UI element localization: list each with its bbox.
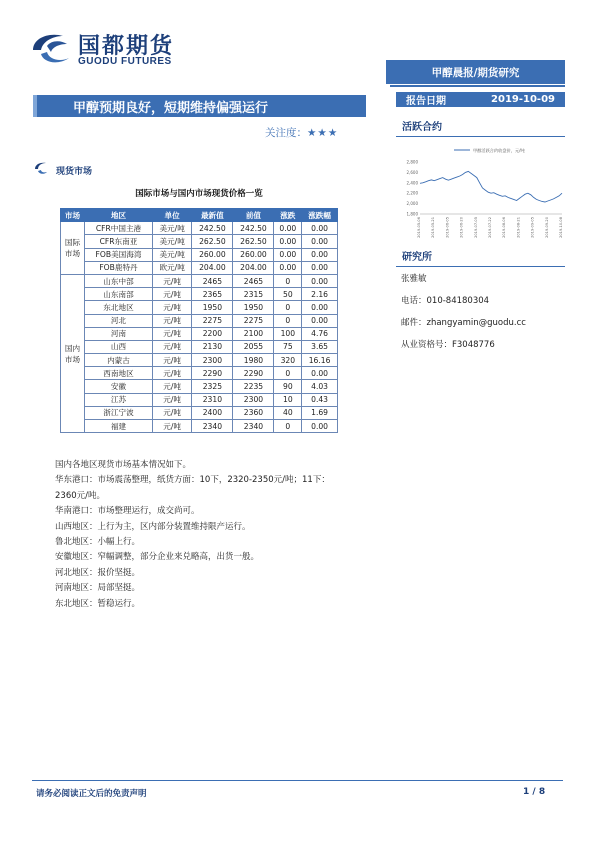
unit-cell: 元/吨 <box>152 354 191 367</box>
change-cell: 100 <box>274 327 302 340</box>
domestic-market-label: 国内市场 <box>61 274 85 432</box>
latest-cell: 2200 <box>192 327 233 340</box>
x-tick-label: 2019-08-21 <box>516 217 521 238</box>
report-date-label: 报告日期 <box>406 96 446 107</box>
previous-cell: 2235 <box>233 380 274 393</box>
region-cell: 山西 <box>85 340 153 353</box>
latest-cell: 2340 <box>192 420 233 433</box>
change-cell: 40 <box>274 406 302 419</box>
header-latest: 最新值 <box>192 209 233 222</box>
y-tick-label: 2,200 <box>406 190 418 196</box>
header-region: 地区 <box>85 209 153 222</box>
analyst-name: 张雅敏 <box>401 274 427 284</box>
unit-cell: 元/吨 <box>152 420 191 433</box>
change-cell: 0.00 <box>274 222 302 235</box>
latest-cell: 2400 <box>192 406 233 419</box>
unit-cell: 元/吨 <box>152 327 191 340</box>
tag-underline <box>390 85 565 87</box>
page-number: 1 / 8 <box>523 787 546 797</box>
region-cell: 东北地区 <box>85 301 153 314</box>
region-cell: 安徽 <box>85 380 153 393</box>
latest-cell: 2365 <box>192 288 233 301</box>
intl-market-label: 国际市场 <box>61 222 85 275</box>
active-contract-heading: 活跃合约 <box>396 118 565 137</box>
y-tick-label: 2,000 <box>406 201 418 207</box>
region-cell: 内蒙古 <box>85 354 153 367</box>
table-row <box>61 367 338 380</box>
change-pct-cell: 16.16 <box>302 354 338 367</box>
x-tick-label: 2019-09-20 <box>544 217 549 238</box>
change-pct-cell: 1.69 <box>302 406 338 419</box>
analyst-email[interactable]: 邮件：zhangyamin@guodu.cc <box>401 318 526 328</box>
change-pct-cell: 0.00 <box>302 222 338 235</box>
unit-cell: 元/吨 <box>152 380 191 393</box>
previous-cell: 1950 <box>233 301 274 314</box>
commentary-intro: 国内各地区现货市场基本情况如下。 <box>55 460 192 470</box>
table-row <box>61 274 338 287</box>
table-row <box>61 380 338 393</box>
commentary-hebei: 河北地区：报价坚挺。 <box>55 567 141 578</box>
change-pct-cell: 0.00 <box>302 235 338 248</box>
previous-cell: 1980 <box>233 354 274 367</box>
change-cell: 0 <box>274 314 302 327</box>
region-cell: FOB美国海湾 <box>85 248 153 261</box>
change-pct-cell: 0.00 <box>302 274 338 287</box>
unit-cell: 元/吨 <box>152 288 191 301</box>
y-tick-label: 2,400 <box>406 180 418 186</box>
region-cell: CFR东南亚 <box>85 235 153 248</box>
latest-cell: 242.50 <box>192 222 233 235</box>
region-cell: 福建 <box>85 420 153 433</box>
unit-cell: 元/吨 <box>152 340 191 353</box>
report-date-value: 2019-10-09 <box>491 94 555 105</box>
change-cell: 10 <box>274 393 302 406</box>
region-cell: FOB鹿特丹 <box>85 261 153 274</box>
unit-cell: 美元/吨 <box>152 222 191 235</box>
x-tick-label: 2019-05-06 <box>417 217 421 238</box>
header-change-pct: 涨跌幅 <box>302 209 338 222</box>
unit-cell: 元/吨 <box>152 301 191 314</box>
previous-cell: 2315 <box>233 288 274 301</box>
price-table-title: 国际市场与国内市场现货价格一览 <box>135 189 263 199</box>
previous-cell: 2100 <box>233 327 274 340</box>
table-row <box>61 235 338 248</box>
table-row <box>61 406 338 419</box>
footer-divider <box>32 780 563 781</box>
region-cell: 河南 <box>85 327 153 340</box>
table-row <box>61 288 338 301</box>
attention-label: 关注度： <box>265 127 307 139</box>
table-row <box>61 222 338 235</box>
change-pct-cell: 4.03 <box>302 380 338 393</box>
table-row <box>61 393 338 406</box>
disclaimer-note: 请务必阅读正文后的免责声明 <box>36 789 147 799</box>
change-pct-cell: 2.16 <box>302 288 338 301</box>
change-pct-cell: 0.00 <box>302 367 338 380</box>
unit-cell: 美元/吨 <box>152 235 191 248</box>
previous-cell: 242.50 <box>233 222 274 235</box>
change-pct-cell: 0.00 <box>302 301 338 314</box>
table-row <box>61 248 338 261</box>
previous-cell: 2275 <box>233 314 274 327</box>
region-cell: 山东中部 <box>85 274 153 287</box>
unit-cell: 元/吨 <box>152 314 191 327</box>
unit-cell: 元/吨 <box>152 393 191 406</box>
region-cell: 西南地区 <box>85 367 153 380</box>
table-row <box>61 420 338 433</box>
latest-cell: 1950 <box>192 301 233 314</box>
change-pct-cell: 0.43 <box>302 393 338 406</box>
table-row <box>61 301 338 314</box>
latest-cell: 2300 <box>192 354 233 367</box>
star-rating-icon: ★★★ <box>307 127 339 139</box>
change-pct-cell: 0.00 <box>302 248 338 261</box>
commentary-shanxi: 山西地区：上行为主，区内部分装置维持限产运行。 <box>55 521 251 532</box>
brand-name-en: GUODU FUTURES <box>78 56 172 67</box>
latest-cell: 2310 <box>192 393 233 406</box>
commentary-south-china: 华南港口：市场整理运行，成交尚可。 <box>55 506 200 517</box>
x-tick-label: 2019-09-05 <box>530 217 535 238</box>
change-pct-cell: 0.00 <box>302 420 338 433</box>
latest-cell: 260.00 <box>192 248 233 261</box>
guodu-logo-icon <box>27 28 75 68</box>
change-pct-cell: 4.76 <box>302 327 338 340</box>
latest-cell: 204.00 <box>192 261 233 274</box>
region-cell: CFR中国主港 <box>85 222 153 235</box>
latest-cell: 2130 <box>192 340 233 353</box>
change-cell: 90 <box>274 380 302 393</box>
previous-cell: 2465 <box>233 274 274 287</box>
unit-cell: 元/吨 <box>152 274 191 287</box>
report-type-tag: 甲醇晨报/期货研究 <box>386 60 565 84</box>
analyst-info <box>401 268 526 356</box>
change-cell: 0.00 <box>274 261 302 274</box>
change-cell: 0 <box>274 301 302 314</box>
price-series-line <box>420 171 562 202</box>
spot-price-table <box>60 208 338 433</box>
x-tick-label: 2019-05-21 <box>431 217 436 238</box>
y-tick-label: 1,800 <box>406 211 418 217</box>
header-unit: 单位 <box>152 209 191 222</box>
header-change: 涨跌 <box>274 209 302 222</box>
x-tick-label: 2019-10-08 <box>559 217 563 238</box>
change-cell: 50 <box>274 288 302 301</box>
change-cell: 0.00 <box>274 235 302 248</box>
x-tick-label: 2019-07-22 <box>488 217 492 238</box>
table-row <box>61 261 338 274</box>
latest-cell: 262.50 <box>192 235 233 248</box>
research-heading: 研究所 <box>396 248 565 267</box>
analyst-license: 从业资格号：F3048776 <box>401 340 495 350</box>
x-tick-label: 2019-06-20 <box>459 217 464 238</box>
commentary-anhui: 安徽地区：窄幅调整，部分企业来兑略高，出货一般。 <box>55 552 260 563</box>
unit-cell: 元/吨 <box>152 406 191 419</box>
change-cell: 0.00 <box>274 248 302 261</box>
y-tick-label: 2,600 <box>406 169 418 175</box>
unit-cell: 美元/吨 <box>152 248 191 261</box>
spot-market-heading: 现货市场 <box>56 167 93 177</box>
report-date-bar <box>396 92 565 107</box>
x-tick-label: 2019-07-05 <box>473 217 478 238</box>
market-commentary <box>55 458 350 612</box>
latest-cell: 2290 <box>192 367 233 380</box>
commentary-northeast: 东北地区：暂稳运行。 <box>55 598 141 609</box>
previous-cell: 204.00 <box>233 261 274 274</box>
table-header-row <box>61 209 338 222</box>
analyst-phone: 电话：010-84180304 <box>401 296 490 306</box>
previous-cell: 2340 <box>233 420 274 433</box>
commentary-east-china: 华东港口：市场震荡整理，纸货方面：10下，2320-2350元/吨；11下：2360元/吨。 <box>55 475 330 501</box>
report-title: 甲醇预期良好，短期维持偏强运行 <box>33 95 366 117</box>
table-row <box>61 354 338 367</box>
y-tick-label: 2,800 <box>406 159 418 165</box>
change-cell: 0 <box>274 274 302 287</box>
region-cell: 江苏 <box>85 393 153 406</box>
commentary-henan: 河南地区：局部坚挺。 <box>55 583 141 594</box>
legend-label: 甲醇活跃合约收盘价，元/吨 <box>473 148 525 153</box>
unit-cell: 欧元/吨 <box>152 261 191 274</box>
table-row <box>61 327 338 340</box>
change-pct-cell: 0.00 <box>302 314 338 327</box>
latest-cell: 2325 <box>192 380 233 393</box>
change-cell: 0 <box>274 367 302 380</box>
previous-cell: 2300 <box>233 393 274 406</box>
region-cell: 浙江宁波 <box>85 406 153 419</box>
change-pct-cell: 3.65 <box>302 340 338 353</box>
x-tick-label: 2019-06-05 <box>445 217 450 238</box>
brand-name-cn: 国都期货 <box>78 34 175 59</box>
commentary-lubei: 鲁北地区：小幅上行。 <box>55 537 141 548</box>
previous-cell: 2360 <box>233 406 274 419</box>
change-cell: 320 <box>274 354 302 367</box>
latest-cell: 2465 <box>192 274 233 287</box>
change-cell: 0 <box>274 420 302 433</box>
table-row <box>61 340 338 353</box>
latest-cell: 2275 <box>192 314 233 327</box>
previous-cell: 2055 <box>233 340 274 353</box>
unit-cell: 元/吨 <box>152 367 191 380</box>
change-cell: 75 <box>274 340 302 353</box>
header-market: 市场 <box>61 209 85 222</box>
previous-cell: 262.50 <box>233 235 274 248</box>
attention-rating <box>265 125 338 140</box>
x-tick-label: 2019-08-06 <box>502 217 507 238</box>
region-cell: 山东南部 <box>85 288 153 301</box>
active-contract-chart <box>398 138 566 238</box>
table-row <box>61 314 338 327</box>
previous-cell: 2290 <box>233 367 274 380</box>
previous-cell: 260.00 <box>233 248 274 261</box>
header-previous: 前值 <box>233 209 274 222</box>
section-logo-icon <box>34 161 48 175</box>
change-pct-cell: 0.00 <box>302 261 338 274</box>
region-cell: 河北 <box>85 314 153 327</box>
